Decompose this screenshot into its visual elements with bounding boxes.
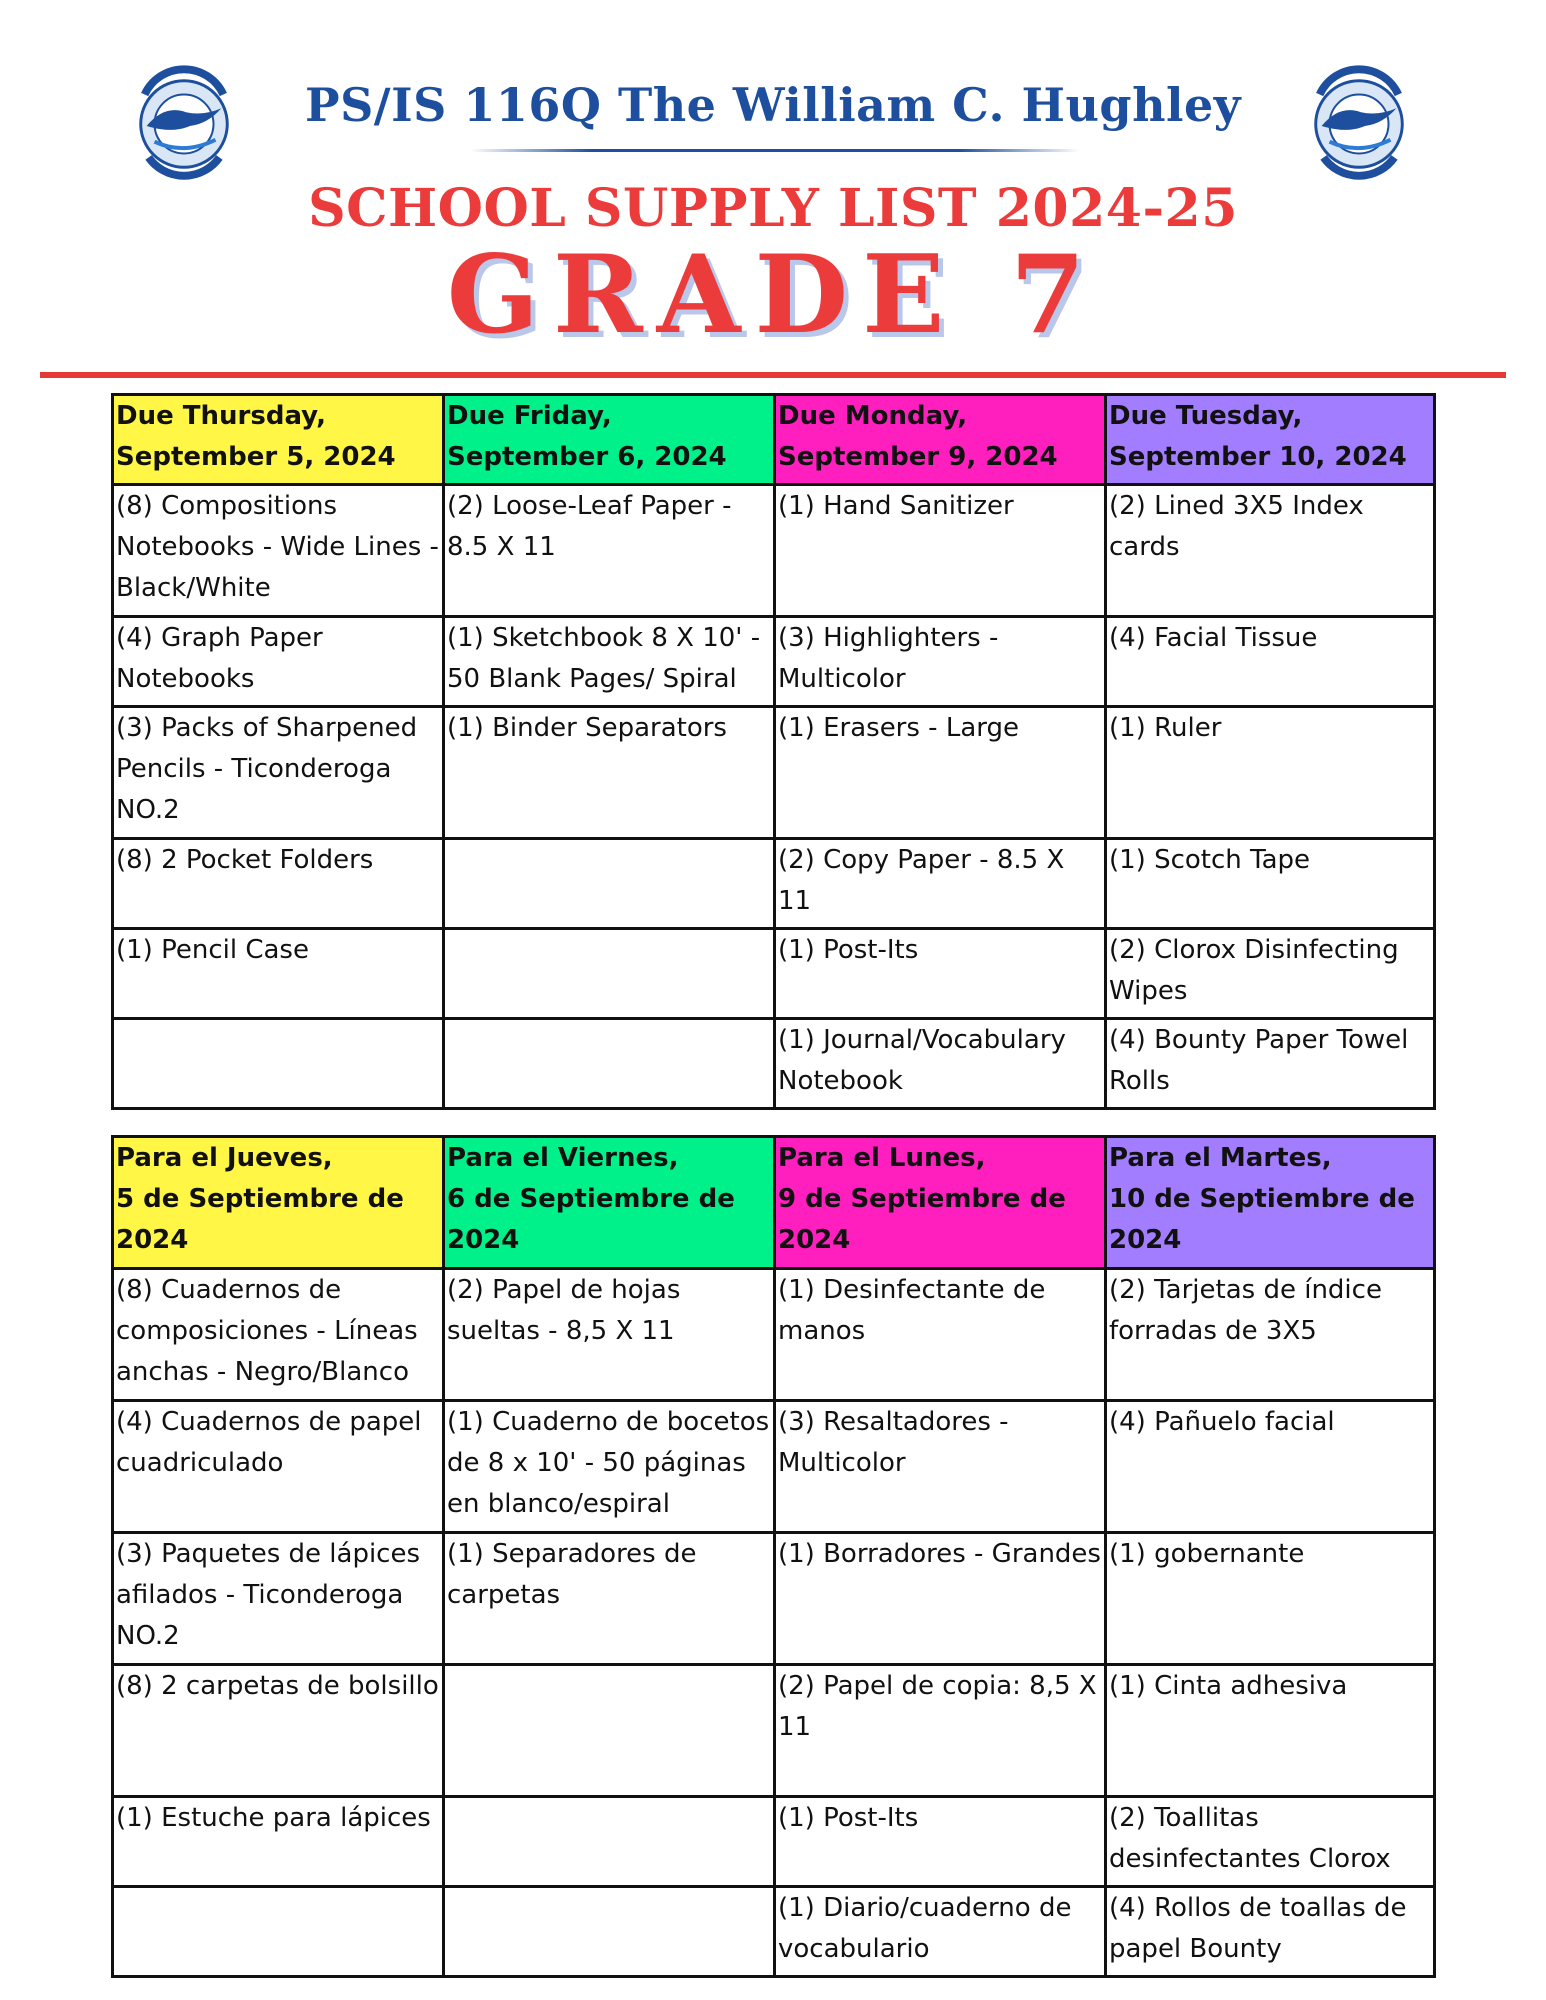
table-cell: (4) Facial Tissue (1106, 617, 1435, 707)
table-row (113, 1665, 1435, 1797)
table-cell: (3) Packs of Sharpened Pencils - Ticonderoga NO.2 (113, 707, 444, 839)
grade-title: GRADE 7 (446, 232, 1100, 358)
table-cell: (2) Tarjetas de índice forradas de 3X5 (1106, 1269, 1435, 1401)
school-name: PS/IS 116Q The William C. Hughley (305, 78, 1241, 132)
table-cell: (1) Post-Its (775, 1797, 1106, 1887)
table-cell: (1) Scotch Tape (1106, 839, 1435, 929)
table-cell: (8) 2 Pocket Folders (113, 839, 444, 929)
table-cell (444, 1019, 775, 1109)
table-cell (444, 1887, 775, 1977)
table-cell: (1) Desinfectante de manos (775, 1269, 1106, 1401)
table-cell: (4) Graph Paper Notebooks (113, 617, 444, 707)
list-title: SCHOOL SUPPLY LIST 2024-25 (308, 178, 1238, 239)
table-row (113, 1797, 1435, 1887)
table-cell: (8) 2 carpetas de bolsillo (113, 1665, 444, 1797)
table-row (113, 485, 1435, 617)
table-row (113, 1533, 1435, 1665)
spanish-header-jueves: Para el Jueves, 5 de Septiembre de 2024 (113, 1137, 444, 1269)
table-cell: (1) Cinta adhesiva (1106, 1665, 1435, 1797)
english-header-friday: Due Friday, September 6, 2024 (444, 395, 775, 485)
table-cell (444, 1797, 775, 1887)
table-row (113, 1401, 1435, 1533)
table-cell: (8) Cuadernos de composiciones - Líneas anchas - Negro/Blanco (113, 1269, 444, 1401)
table-cell: (3) Resaltadores - Multicolor (775, 1401, 1106, 1533)
table-cell: (1) Erasers - Large (775, 707, 1106, 839)
table-cell: (1) Estuche para lápices (113, 1797, 444, 1887)
table-cell: (1) Ruler (1106, 707, 1435, 839)
spanish-header-row (113, 1137, 1435, 1269)
table-cell (444, 929, 775, 1019)
table-cell: (1) Diario/cuaderno de vocabulario (775, 1887, 1106, 1977)
table-cell: (1) Post-Its (775, 929, 1106, 1019)
table-cell: (4) Pañuelo facial (1106, 1401, 1435, 1533)
table-row (113, 707, 1435, 839)
spanish-header-martes: Para el Martes, 10 de Septiembre de 2024 (1106, 1137, 1435, 1269)
table-cell: (1) Binder Separators (444, 707, 775, 839)
table-row (113, 839, 1435, 929)
table-cell: (4) Cuadernos de papel cuadriculado (113, 1401, 444, 1533)
table-row (113, 1269, 1435, 1401)
spanish-header-lunes: Para el Lunes, 9 de Septiembre de 2024 (775, 1137, 1106, 1269)
title-underline (470, 149, 1080, 152)
table-cell: (1) Hand Sanitizer (775, 485, 1106, 617)
english-supply-table (111, 393, 1436, 1110)
table-cell: (1) Pencil Case (113, 929, 444, 1019)
table-cell: (2) Copy Paper - 8.5 X 11 (775, 839, 1106, 929)
table-cell: (1) Borradores - Grandes (775, 1533, 1106, 1665)
english-header-tuesday: Due Tuesday, September 10, 2024 (1106, 395, 1435, 485)
table-cell (444, 1665, 775, 1797)
table-row (113, 929, 1435, 1019)
table-cell: (1) gobernante (1106, 1533, 1435, 1665)
spanish-header-viernes: Para el Viernes, 6 de Septiembre de 2024 (444, 1137, 775, 1269)
table-cell: (4) Rollos de toallas de papel Bounty (1106, 1887, 1435, 1977)
english-header-row (113, 395, 1435, 485)
table-cell: (8) Compositions Notebooks - Wide Lines - Black/White (113, 485, 444, 617)
table-cell (444, 839, 775, 929)
header-divider (40, 372, 1506, 378)
table-cell: (3) Highlighters - Multicolor (775, 617, 1106, 707)
spanish-supply-table (111, 1135, 1436, 1978)
table-cell: (2) Lined 3X5 Index cards (1106, 485, 1435, 617)
table-cell: (1) Cuaderno de bocetos de 8 x 10' - 50 páginas en blanco/espiral (444, 1401, 775, 1533)
table-cell (113, 1887, 444, 1977)
table-cell: (2) Papel de hojas sueltas - 8,5 X 11 (444, 1269, 775, 1401)
table-cell (113, 1019, 444, 1109)
table-row (113, 1019, 1435, 1109)
table-cell: (2) Toallitas desinfectantes Clorox (1106, 1797, 1435, 1887)
table-cell: (4) Bounty Paper Towel Rolls (1106, 1019, 1435, 1109)
table-cell: (2) Loose-Leaf Paper - 8.5 X 11 (444, 485, 775, 617)
table-cell: (2) Papel de copia: 8,5 X 11 (775, 1665, 1106, 1797)
table-cell: (2) Clorox Disinfecting Wipes (1106, 929, 1435, 1019)
table-row (113, 1887, 1435, 1977)
table-cell: (1) Sketchbook 8 X 10' - 50 Blank Pages/ Spiral (444, 617, 775, 707)
table-row (113, 617, 1435, 707)
table-cell: (1) Separadores de carpetas (444, 1533, 775, 1665)
english-header-monday: Due Monday, September 9, 2024 (775, 395, 1106, 485)
table-cell: (1) Journal/Vocabulary Notebook (775, 1019, 1106, 1109)
table-cell: (3) Paquetes de lápices afilados - Ticonderoga NO.2 (113, 1533, 444, 1665)
english-header-thursday: Due Thursday, September 5, 2024 (113, 395, 444, 485)
